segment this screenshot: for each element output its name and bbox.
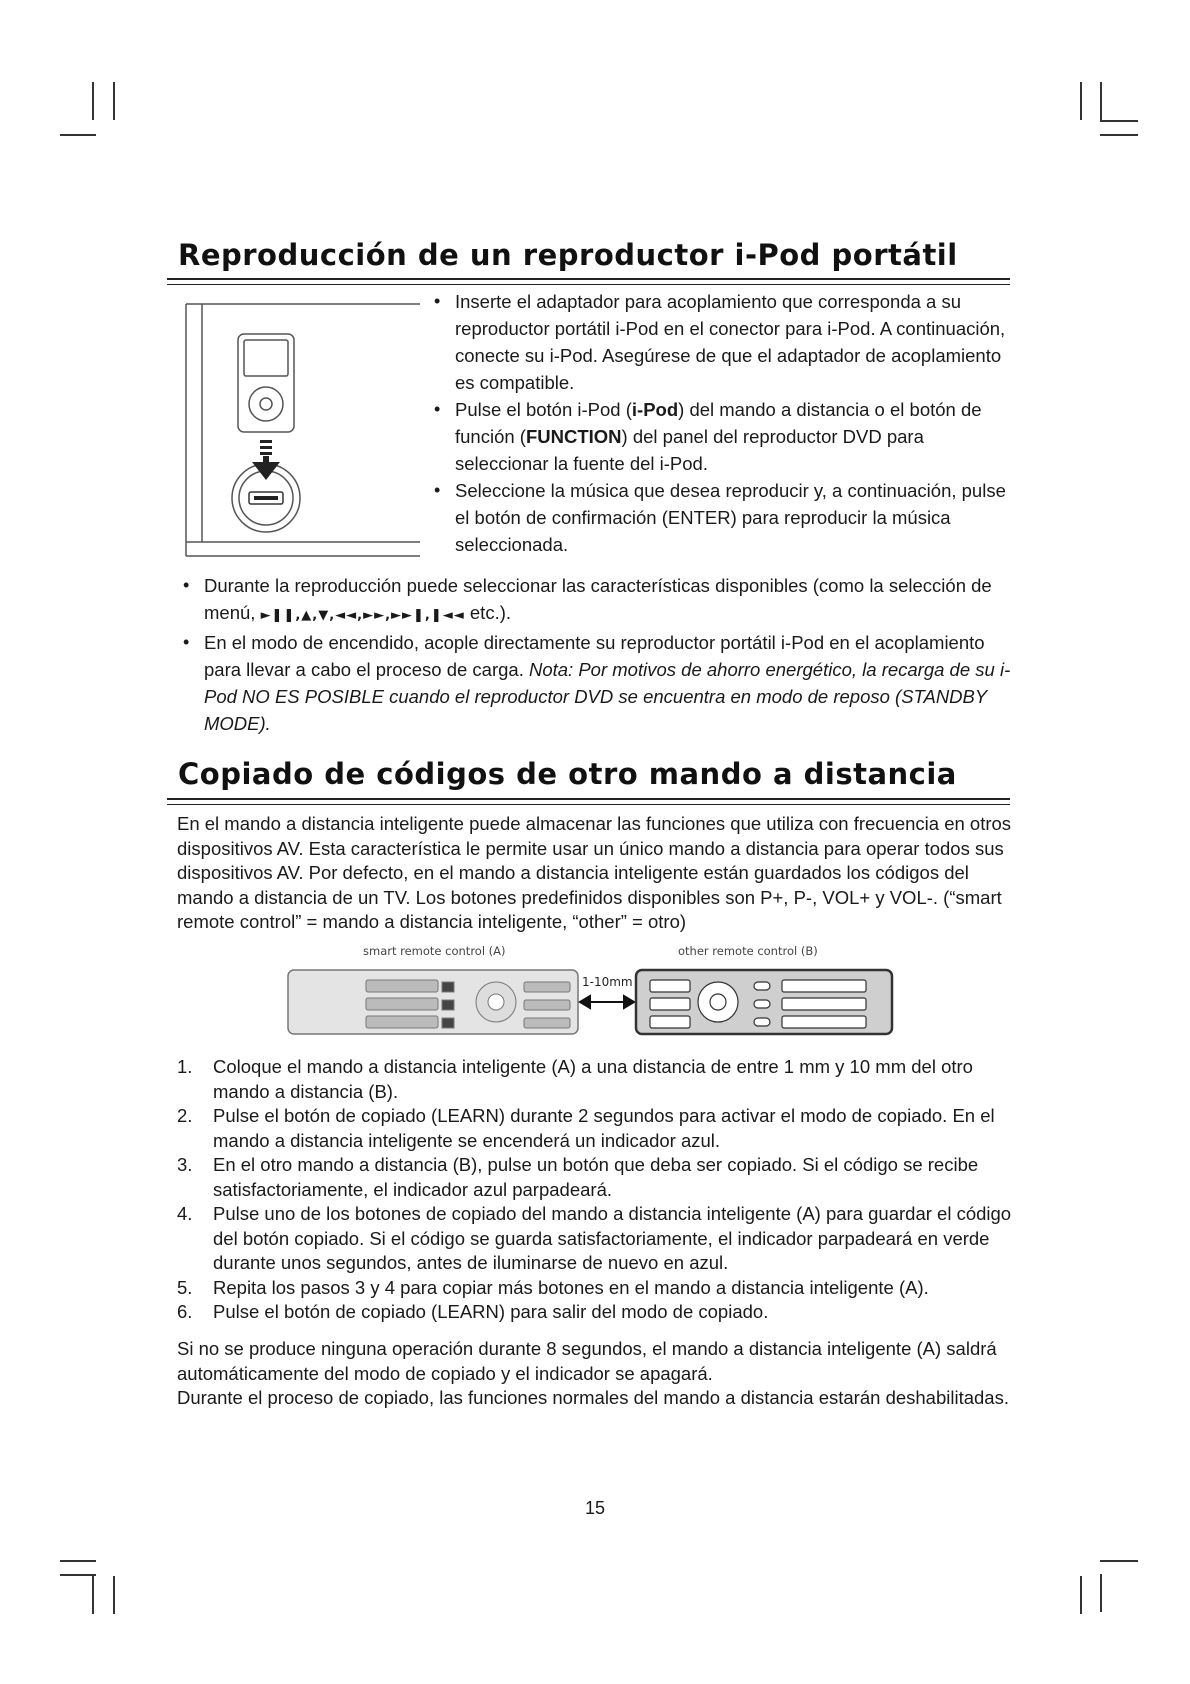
section-rule	[167, 278, 1010, 285]
crop-mark	[60, 134, 96, 136]
function-key: FUNCTION	[525, 426, 622, 447]
list-item	[177, 1055, 1012, 1104]
step-number: 5.	[177, 1276, 193, 1298]
section-title-ipod: Reproducción de un reproductor i-Pod portátil	[178, 238, 958, 272]
remote-copy-illustration	[286, 968, 896, 1038]
copy-timeout-paragraph	[177, 1337, 1012, 1411]
list-item	[177, 1153, 1012, 1202]
crop-mark	[1080, 82, 1082, 120]
ipod-instructions-right	[428, 288, 1010, 558]
bullet-text: ) del mando a distancia o el botón de función (	[455, 399, 982, 447]
list-item	[428, 288, 1010, 396]
distance-label: 1-10mm	[582, 975, 633, 989]
crop-mark	[1100, 82, 1102, 120]
crop-mark	[60, 1560, 96, 1562]
bullet-text: Seleccione la música que desea reproducir y, a continuación, pulse el botón de confirmación (ENTER) para reproducir la música seleccionada.	[455, 480, 1006, 555]
step-number: 3.	[177, 1154, 193, 1175]
crop-mark	[1100, 1560, 1138, 1562]
step-text: Pulse el botón de copiado (LEARN) para salir del modo de copiado.	[213, 1301, 769, 1322]
section-title-copy-codes: Copiado de códigos de otro mando a distancia	[178, 757, 957, 791]
list-item	[177, 572, 1012, 629]
step-text: Coloque el mando a distancia inteligente (A) a una distancia de entre 1 mm y 10 mm del otro mando a distancia (B).	[213, 1056, 973, 1102]
crop-mark	[92, 82, 94, 120]
crop-mark	[113, 82, 115, 120]
ipod-instructions-full	[177, 572, 1012, 737]
crop-mark	[92, 1576, 94, 1614]
ipod-key: i-Pod	[631, 399, 679, 420]
step-text: En el otro mando a distancia (B), pulse un botón que deba ser copiado. Si el código se recibe satisfactoriamente, el indicador azul parpadeará.	[213, 1154, 979, 1200]
bullet-text: etc.).	[469, 602, 512, 623]
step-number: 4.	[177, 1203, 193, 1224]
copy-intro-paragraph: En el mando a distancia inteligente puede almacenar las funciones que utiliza con frecuencia en otros dispositivos AV. Esta característica le permite usar un único mando a distancia para operar todos sus dispositivos AV. Por defecto, en el mando a distancia inteligente están guardados los códigos del mando a distancia de un TV. Los botones predefinidos disponibles son P+, P-, VOL+ y VOL-. (“smart remote control” = mando a distancia inteligente, “other” = otro)	[177, 813, 1012, 932]
bullet-text: Inserte el adaptador para acoplamiento que corresponda a su reproductor portátil i-Pod en el conector para i-Pod. A continuación, conecte su i-Pod. Asegúrese de que el adaptador de acoplamiento es compatible.	[455, 291, 1006, 393]
transport-symbols: ►❚❚,▲,▼,◄◄,►►,►►❚,❚◄◄	[260, 608, 465, 623]
step-number: 2.	[177, 1105, 193, 1126]
list-item	[177, 1300, 1012, 1325]
copy-steps	[177, 1055, 1012, 1325]
bullet-text: ) del panel del reproductor DVD para seleccionar la fuente del i-Pod.	[455, 426, 924, 474]
crop-mark	[60, 1574, 96, 1576]
step-text: Pulse el botón de copiado (LEARN) durante 2 segundos para activar el modo de copiado. En el mando a distancia inteligente se encenderá un indicador azul.	[213, 1105, 995, 1151]
section-rule	[167, 798, 1010, 805]
bullet-text: En el modo de encendido, acople directamente su reproductor portátil i-Pod en el acoplamiento para llevar a cabo el proceso de carga.	[204, 632, 985, 680]
outro-text: Si no se produce ninguna operación durante 8 segundos, el mando a distancia inteligente (A) saldrá automáticamente del modo de copiado y el indicador se apagará.	[177, 1338, 997, 1384]
ipod-dock-illustration	[184, 300, 420, 562]
label-smart-remote: smart remote control (A)	[363, 944, 506, 958]
crop-mark	[1080, 1576, 1082, 1614]
list-item	[177, 629, 1012, 737]
step-text: Repita los pasos 3 y 4 para copiar más botones en el mando a distancia inteligente (A).	[213, 1276, 929, 1298]
step-text: Pulse uno de los botones de copiado del mando a distancia inteligente (A) para guardar el código del botón copiado. Si el código se guarda satisfactoriamente, el indicador parpadeará en verde durante unos segundos, antes de iluminarse de nuevo en azul.	[213, 1203, 1012, 1273]
crop-mark	[1100, 1574, 1102, 1612]
list-item	[428, 396, 1010, 477]
crop-mark	[1100, 120, 1138, 122]
step-number: 1.	[177, 1056, 193, 1077]
outro-text: Durante el proceso de copiado, las funciones normales del mando a distancia estarán deshabilitadas.	[177, 1387, 1009, 1408]
page-number: 15	[584, 1498, 606, 1518]
step-number: 6.	[177, 1301, 193, 1322]
list-item	[428, 477, 1010, 558]
bullet-text: Durante la reproducción puede seleccionar las características disponibles (como la selección de menú,	[204, 575, 992, 623]
list-item	[177, 1104, 1012, 1153]
crop-mark	[1100, 134, 1138, 136]
list-item	[177, 1276, 1012, 1301]
list-item	[177, 1202, 1012, 1276]
crop-mark	[113, 1576, 115, 1614]
label-other-remote: other remote control (B)	[678, 944, 818, 958]
standby-note: Nota: Por motivos de ahorro energético, la recarga de su i-Pod NO ES POSIBLE cuando el reproductor DVD se encuentra en modo de reposo (STANDBY MODE).	[204, 659, 1011, 734]
bullet-text: Pulse el botón i-Pod (	[455, 399, 632, 420]
